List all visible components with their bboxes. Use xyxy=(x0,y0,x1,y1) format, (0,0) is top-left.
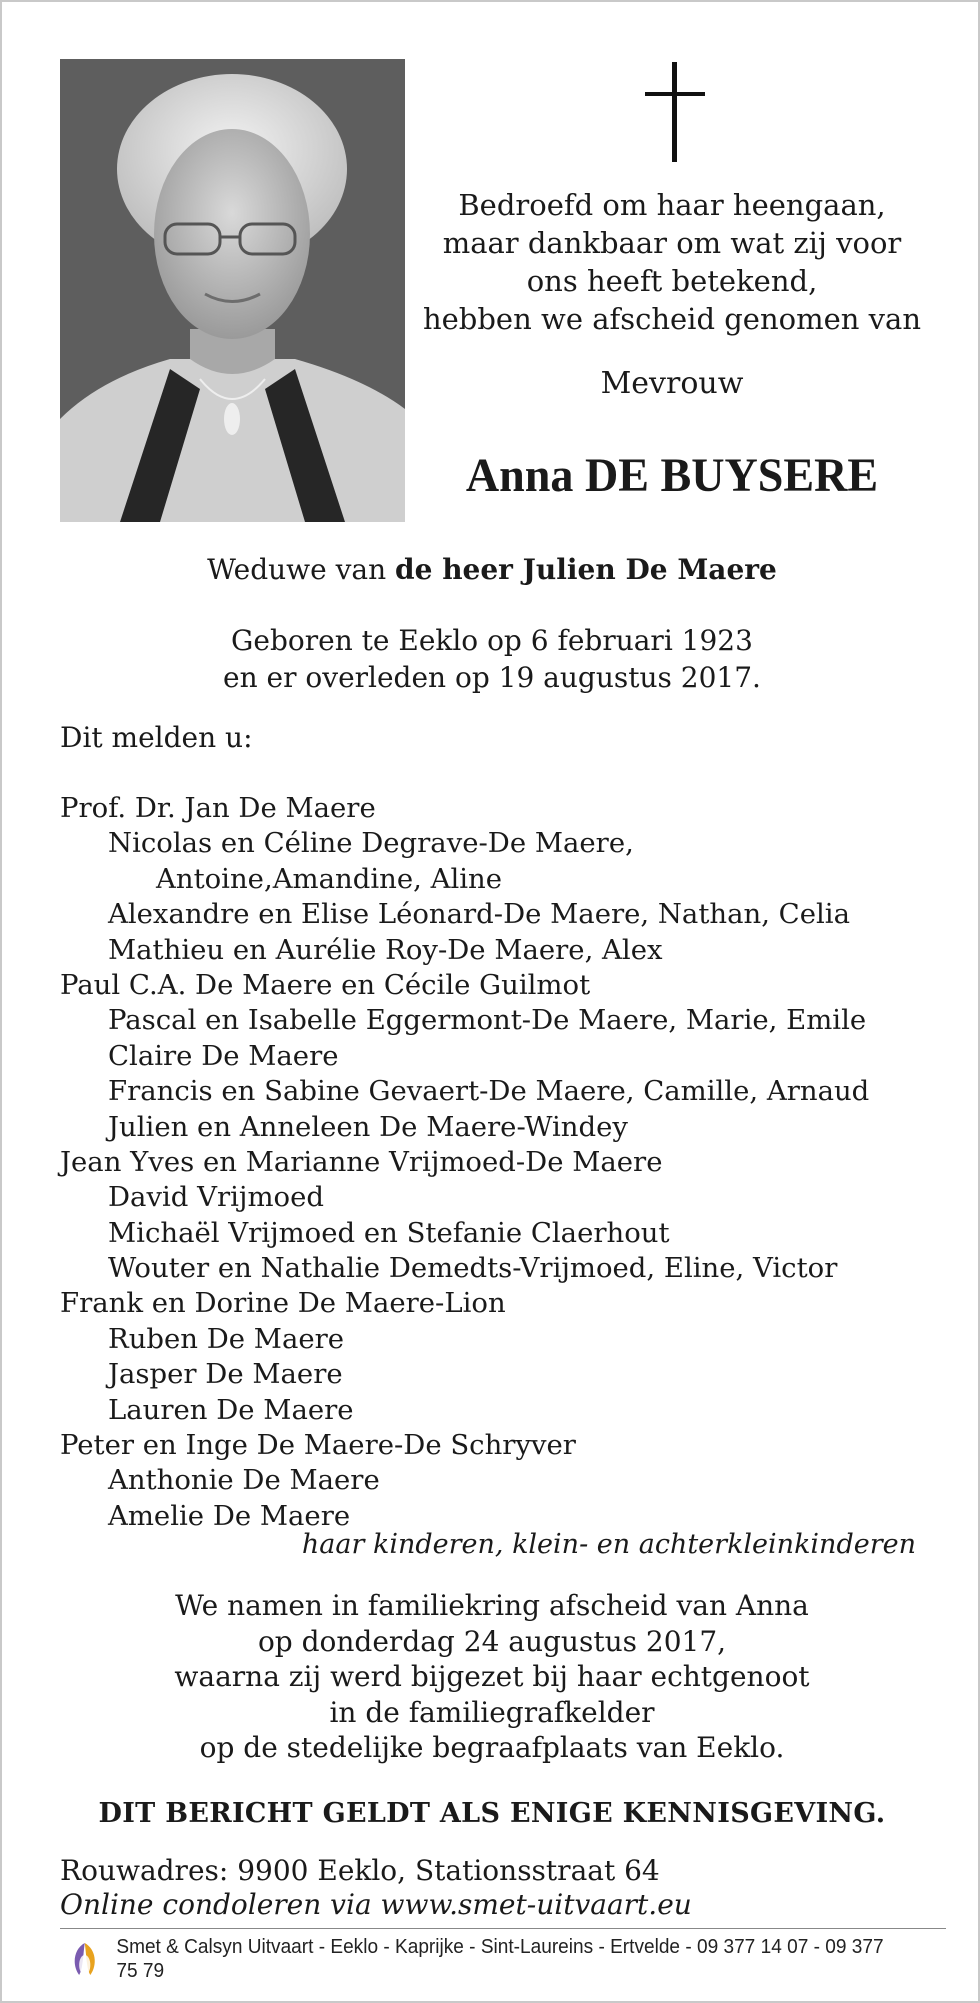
signoff: haar kinderen, klein- en achterkleinkinderen xyxy=(301,1529,916,1560)
spouse-name: de heer Julien De Maere xyxy=(395,553,777,586)
family-member: Jasper De Maere xyxy=(108,1358,343,1391)
ceremony-text xyxy=(2,1588,980,1766)
family-member: Antoine,Amandine, Aline xyxy=(156,862,503,895)
ceremony-line: waarna zij werd bijgezet bij haar echtgenoot xyxy=(174,1660,810,1693)
family-member: Prof. Dr. Jan De Maere xyxy=(60,792,376,824)
ceremony-line: op donderdag 24 augustus 2017, xyxy=(257,1624,727,1658)
family-member: Michaël Vrijmoed en Stefanie Claerhout xyxy=(108,1216,670,1249)
mourning-address: Rouwadres: 9900 Eeklo, Stationsstraat 64 xyxy=(60,1854,660,1887)
life-dates xyxy=(2,622,980,696)
family-member: Alexandre en Elise Léonard-De Maere, Nathan, Celia xyxy=(108,898,850,931)
ceremony-line: op de stedelijke begraafplaats van Eeklo. xyxy=(199,1731,785,1764)
intro-line: Bedroefd om haar heengaan, xyxy=(458,188,886,222)
portrait-photo xyxy=(60,59,405,522)
latin-cross-icon xyxy=(645,62,705,162)
death-line: en er overleden op 19 augustus 2017. xyxy=(223,661,761,694)
intro-line: maar dankbaar om wat zij voor xyxy=(442,226,902,260)
online-condolence: Online condoleren via www.smet-uitvaart.eu xyxy=(60,1888,692,1921)
family-member: Lauren De Maere xyxy=(108,1393,354,1426)
family-member: Jean Yves en Marianne Vrijmoed-De Maere xyxy=(60,1145,663,1178)
family-member: Mathieu en Aurélie Roy-De Maere, Alex xyxy=(108,933,663,966)
funeral-home-logo-icon xyxy=(68,1939,101,1979)
family-member: Ruben De Maere xyxy=(108,1322,345,1355)
family-member: Pascal en Isabelle Eggermont-De Maere, Marie, Emile xyxy=(108,1004,867,1037)
family-member: Nicolas en Céline Degrave-De Maere, xyxy=(108,827,634,860)
footer-divider xyxy=(60,1928,946,1929)
family-member: David Vrijmoed xyxy=(108,1181,324,1214)
notice: DIT BERICHT GELDT ALS ENIGE KENNISGEVING. xyxy=(98,1798,886,1829)
family-member: Francis en Sabine Gevaert-De Maere, Camille, Arnaud xyxy=(108,1075,870,1108)
footer-text: Smet & Calsyn Uitvaart - Eeklo - Kaprijke - Sint-Laureins - Ertvelde - 09 377 14 07 - 09 377 75 79 xyxy=(116,1935,884,1982)
widow-prefix: Weduwe van xyxy=(207,553,396,586)
footer xyxy=(68,1936,886,1982)
intro-text xyxy=(422,186,922,338)
family-list xyxy=(60,791,869,1534)
birth-line: Geboren te Eeklo op 6 februari 1923 xyxy=(231,624,753,657)
family-member: Amelie De Maere xyxy=(108,1499,351,1532)
family-member: Frank en Dorine De Maere-Lion xyxy=(60,1287,506,1320)
family-member: Paul C.A. De Maere en Cécile Guilmot xyxy=(60,968,591,1001)
family-member: Wouter en Nathalie Demedts-Vrijmoed, Eline, Victor xyxy=(108,1252,838,1285)
family-member: Anthonie De Maere xyxy=(108,1464,380,1497)
salutation: Mevrouw xyxy=(600,366,744,401)
portrait-illustration xyxy=(60,59,405,522)
family-member: Claire De Maere xyxy=(108,1039,339,1072)
ceremony-line: in de familiegrafkelder xyxy=(329,1695,655,1729)
announcement: Dit melden u: xyxy=(60,721,253,754)
intro-line: ons heeft betekend, xyxy=(526,264,818,298)
family-member: Julien en Anneleen De Maere-Windey xyxy=(108,1110,628,1143)
family-member: Peter en Inge De Maere-De Schryver xyxy=(60,1429,576,1462)
ceremony-line: We namen in familiekring afscheid van Anna xyxy=(175,1589,809,1622)
deceased-name: Anna DE BUYSERE xyxy=(465,449,879,502)
intro-line: hebben we afscheid genomen van xyxy=(422,302,922,336)
widow-line xyxy=(2,553,980,586)
